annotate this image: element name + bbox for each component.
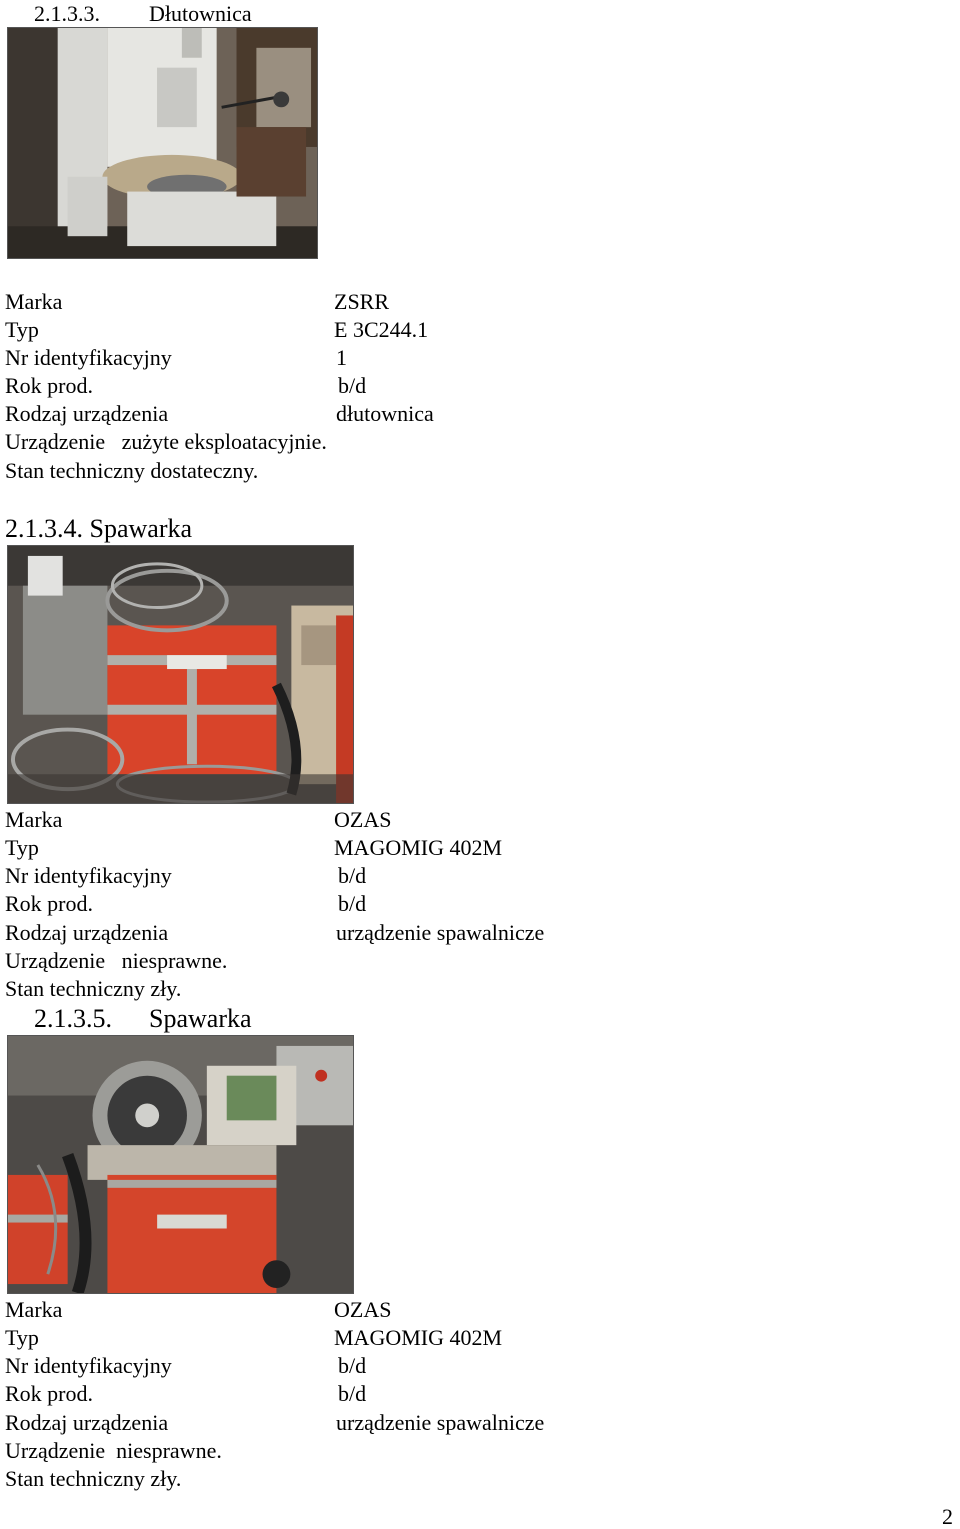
condition-note: Urządzenie zużyte eksploatacyjnie.	[5, 429, 327, 454]
welder-photo	[7, 1035, 354, 1294]
field-label: Rodzaj urządzenia	[5, 1410, 169, 1435]
field-value: b/d	[338, 863, 367, 888]
field-value: dłutownica	[336, 401, 434, 426]
field-value: OZAS	[334, 807, 392, 832]
field-label: Marka	[5, 289, 63, 314]
field-value: b/d	[338, 373, 367, 398]
field-value: 1	[336, 345, 347, 370]
field-value: ZSRR	[334, 289, 390, 314]
welder-photo	[7, 545, 354, 804]
technical-state: Stan techniczny zły.	[5, 976, 182, 1001]
field-label: Nr identyfikacyjny	[5, 863, 172, 888]
field-label: Marka	[5, 807, 63, 832]
field-value: E 3C244.1	[334, 317, 429, 342]
field-value: OZAS	[334, 1297, 392, 1322]
technical-state: Stan techniczny zły.	[5, 1466, 182, 1491]
field-label: Rok prod.	[5, 373, 93, 398]
field-value: MAGOMIG 402M	[334, 835, 503, 860]
field-label: Typ	[5, 317, 39, 342]
field-label: Nr identyfikacyjny	[5, 345, 172, 370]
field-label: Rodzaj urządzenia	[5, 401, 169, 426]
field-value: MAGOMIG 402M	[334, 1325, 503, 1350]
field-value: b/d	[338, 1381, 367, 1406]
field-value: urządzenie spawalnicze	[336, 920, 545, 945]
section-heading: 2.1.3.4. Spawarka	[5, 514, 193, 543]
field-label: Marka	[5, 1297, 63, 1322]
page-number: 2	[942, 1504, 953, 1529]
field-label: Rok prod.	[5, 1381, 93, 1406]
field-value: urządzenie spawalnicze	[336, 1410, 545, 1435]
section-heading-title: Dłutownica	[149, 1, 252, 26]
section-heading-title: Spawarka	[149, 1004, 252, 1033]
field-value: b/d	[338, 1353, 367, 1378]
condition-note: Urządzenie niesprawne.	[5, 1438, 222, 1463]
condition-note: Urządzenie niesprawne.	[5, 948, 228, 973]
field-label: Nr identyfikacyjny	[5, 1353, 172, 1378]
slotting-machine-photo	[7, 27, 318, 259]
field-label: Rok prod.	[5, 891, 93, 916]
field-label: Rodzaj urządzenia	[5, 920, 169, 945]
section-heading-number: 2.1.3.5.	[34, 1004, 112, 1033]
section-heading-number: 2.1.3.3.	[34, 1, 100, 26]
field-label: Typ	[5, 835, 39, 860]
field-label: Typ	[5, 1325, 39, 1350]
technical-state: Stan techniczny dostateczny.	[5, 458, 259, 483]
field-value: b/d	[338, 891, 367, 916]
